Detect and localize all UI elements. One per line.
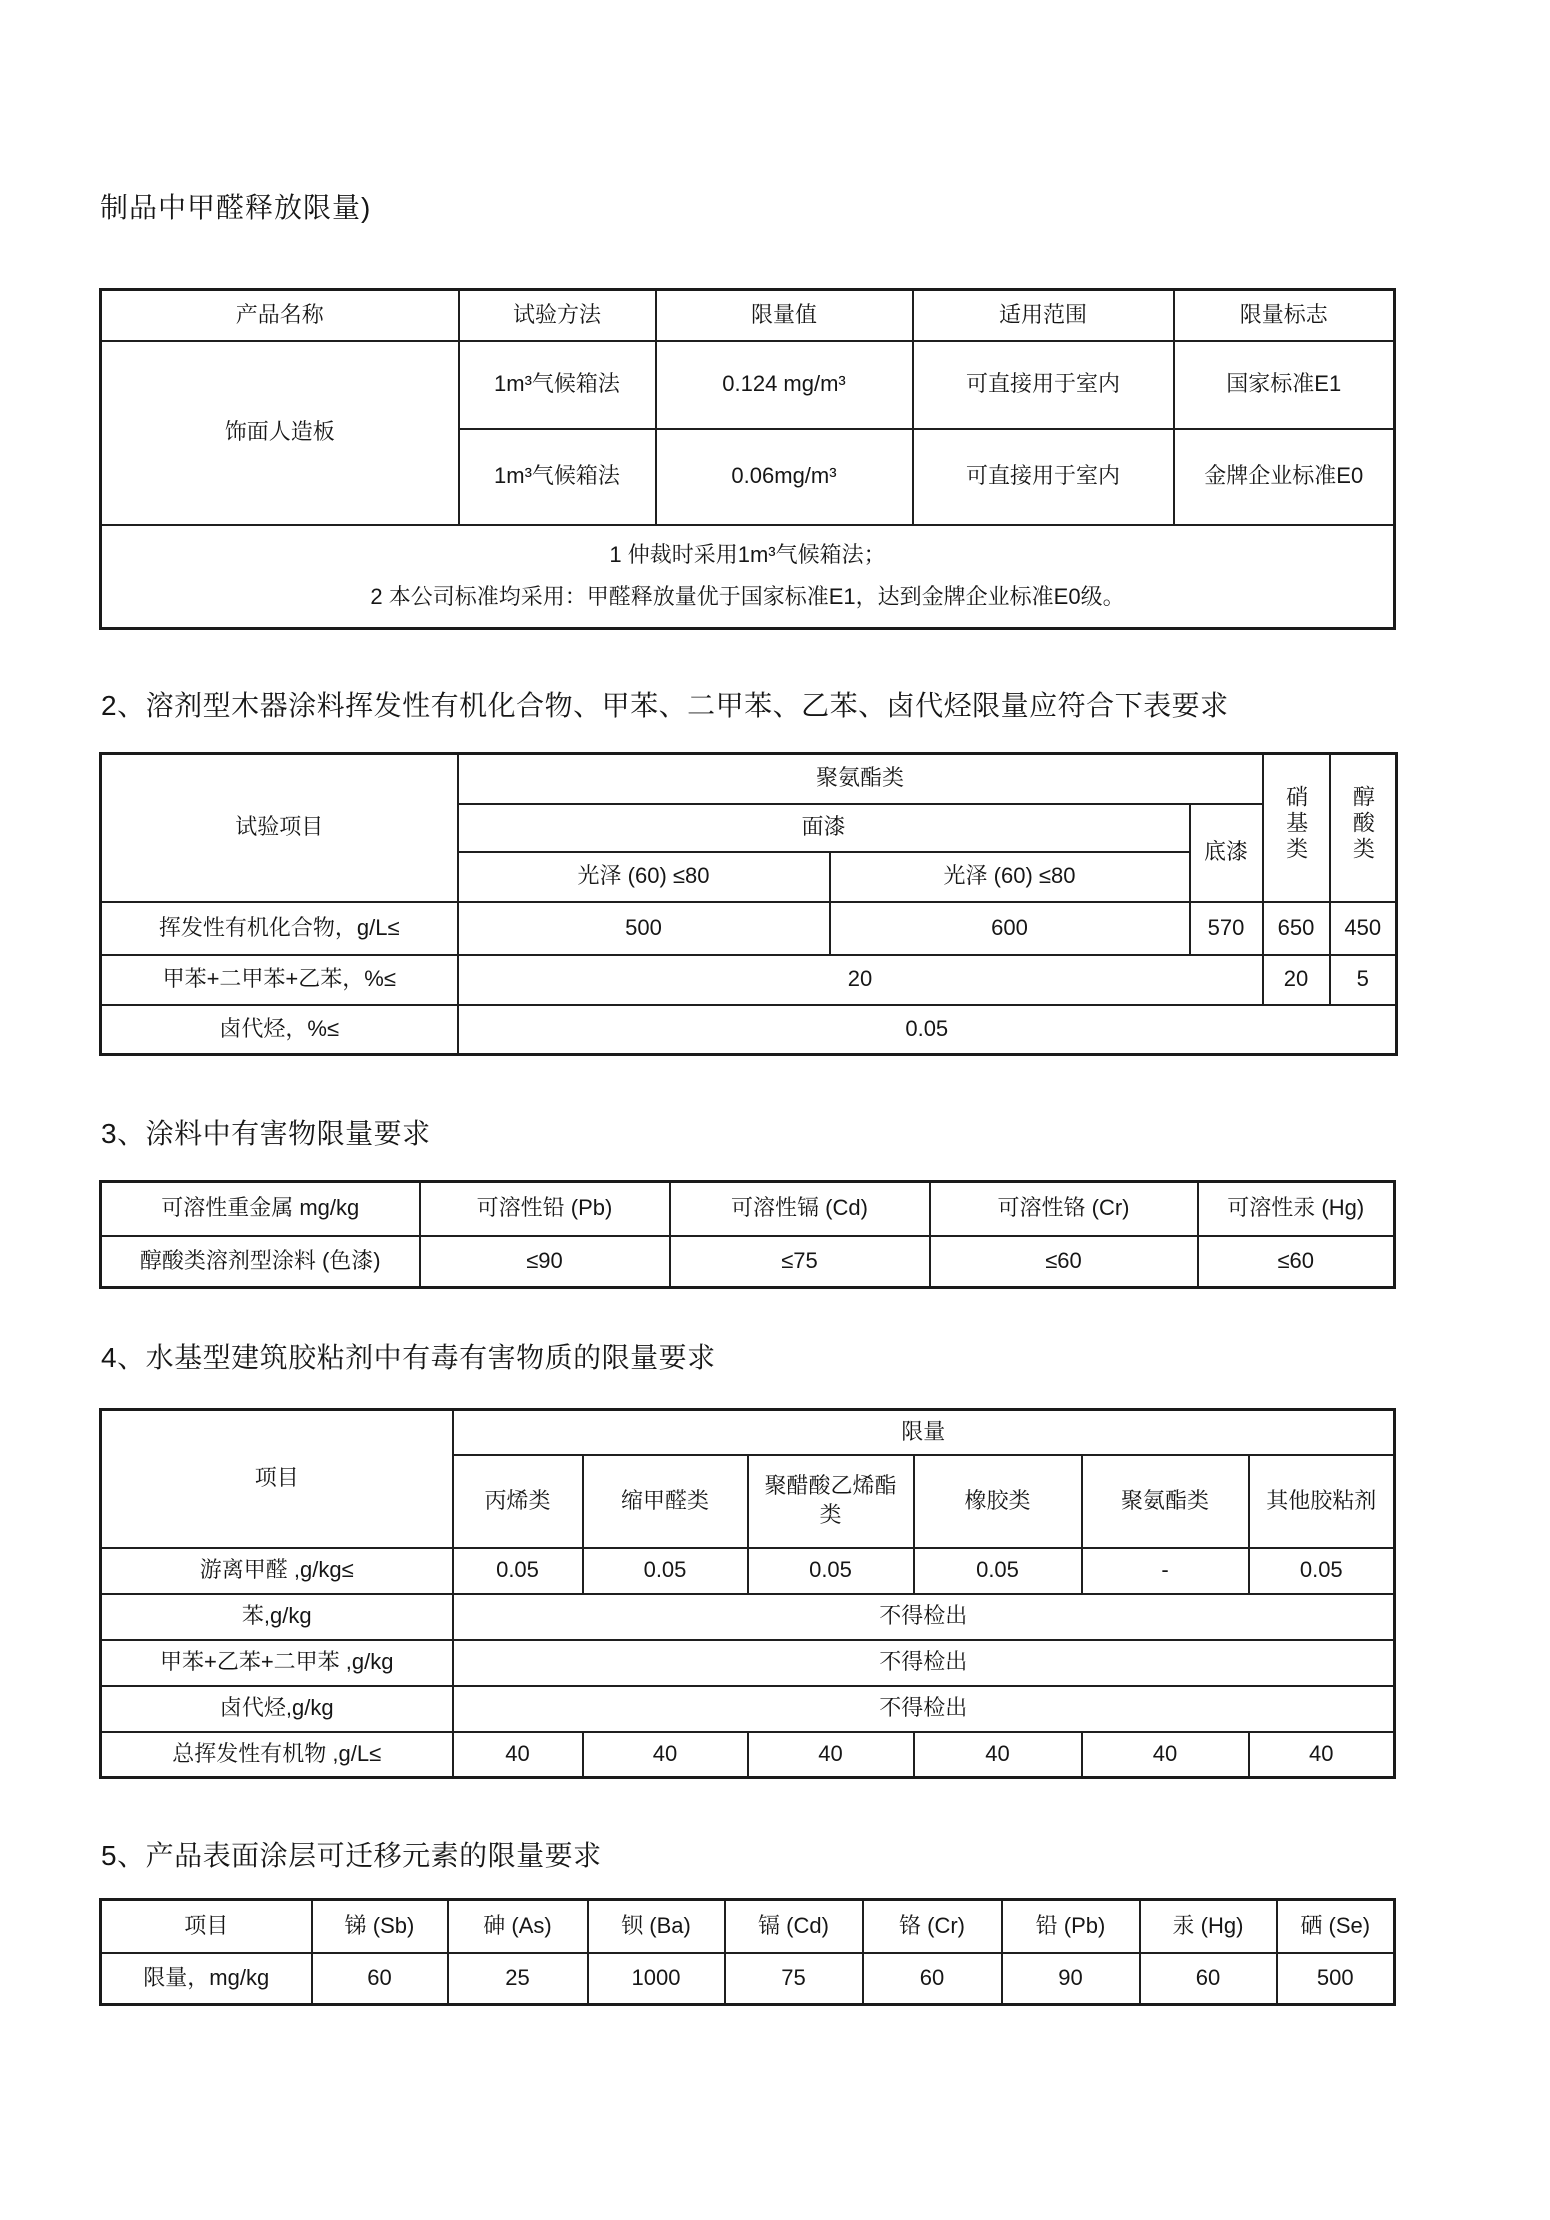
migratable-elements-table [99,1898,1396,2006]
t2-voc-label: 挥发性有机化合物，g/L≤ [101,902,458,955]
t2-header-alkyd [1330,754,1397,902]
t2-header-row-1 [101,754,1397,804]
t4-halo-merged: 不得检出 [453,1686,1395,1732]
t3-header-cadmium: 可溶性镉 (Cd) [670,1182,930,1236]
section-5-heading: 5、产品表面涂层可迁移元素的限量要求 [101,1840,602,1871]
t1-header-limit-mark: 限量标志 [1174,290,1395,341]
section-4-heading: 4、水基型建筑胶粘剂中有毒有害物质的限量要求 [101,1342,716,1373]
section-3-heading: 3、涂料中有害物限量要求 [101,1118,431,1149]
t4-halo-label: 卤代烃,g/kg [101,1686,453,1732]
t1-cell-method-1: 1m³气候箱法 [459,341,656,429]
t2-halo-label: 卤代烃，%≤ [101,1005,458,1055]
t2-nitro-vertical-label: 硝基类 [1283,784,1309,863]
t1-note-2: 2 本公司标准均采用：甲醛释放量优于国家标准E1，达到金牌企业标准E0级。 [370,584,1125,610]
t5-header-item: 项目 [101,1900,312,1953]
t4-header-row-1 [101,1410,1395,1455]
t2-row-btx [101,955,1397,1005]
formaldehyde-emission-table [99,288,1396,630]
t3-header-metal: 可溶性重金属 mg/kg [101,1182,420,1236]
t4-tvoc-v6: 40 [1249,1732,1395,1778]
t5-header-selenium: 硒 (Se) [1277,1900,1395,1953]
t2-voc-alkyd: 450 [1330,902,1397,955]
t1-header-limit-value: 限量值 [656,290,913,341]
t4-row-free-formaldehyde [101,1548,1395,1594]
t4-header-item: 项目 [101,1410,453,1548]
t4-benzene-label: 苯,g/kg [101,1594,453,1640]
t1-data-row-e1 [101,341,1395,429]
t1-header-test-method: 试验方法 [459,290,656,341]
t3-cadmium-value: ≤75 [670,1236,930,1288]
t5-header-cadmium: 镉 (Cd) [725,1900,863,1953]
t5-data-row [101,1953,1395,2005]
t1-cell-limit-2: 0.06mg/m³ [656,429,913,525]
t2-row-voc [101,902,1397,955]
t1-header-scope: 适用范围 [913,290,1174,341]
t2-voc-nitro: 650 [1263,902,1330,955]
t3-header-chromium: 可溶性铬 (Cr) [930,1182,1198,1236]
t4-formaldehyde-v5: - [1082,1548,1249,1594]
t4-header-rubber: 橡胶类 [914,1455,1082,1548]
t1-notes-cell [101,525,1395,629]
t4-row-benzene [101,1594,1395,1640]
t5-header-lead: 铅 (Pb) [1002,1900,1140,1953]
t4-formaldehyde-label: 游离甲醛 ,g/kg≤ [101,1548,453,1594]
t4-tvoc-v3: 40 [748,1732,914,1778]
adhesive-hazard-table [99,1408,1396,1779]
t4-header-pu: 聚氨酯类 [1082,1455,1249,1548]
t3-header-mercury: 可溶性汞 (Hg) [1198,1182,1395,1236]
t3-header-lead: 可溶性铅 (Pb) [420,1182,670,1236]
t4-row-halogenated [101,1686,1395,1732]
t2-btx-merged: 20 [458,955,1263,1005]
t2-btx-label: 甲苯+二甲苯+乙苯，%≤ [101,955,458,1005]
section-2-heading: 2、溶剂型木器涂料挥发性有机化合物、甲苯、二甲苯、乙苯、卤代烃限量应符合下表要求 [101,690,1229,721]
t5-lead-value: 90 [1002,1953,1140,2005]
t2-btx-nitro: 20 [1263,955,1330,1005]
t3-header-row [101,1182,1395,1236]
t2-header-gloss-1: 光泽 (60) ≤80 [458,852,830,902]
t2-halo-merged: 0.05 [458,1005,1397,1055]
t2-voc-gloss1: 500 [458,902,830,955]
t4-header-pva: 聚醋酸乙烯酯类 [748,1455,914,1548]
t1-cell-method-2: 1m³气候箱法 [459,429,656,525]
t5-barium-value: 1000 [588,1953,725,2005]
t2-alkyd-vertical-label: 醇酸类 [1350,784,1376,863]
coating-heavy-metal-table [99,1180,1396,1289]
t2-header-nitro [1263,754,1330,902]
t3-mercury-value: ≤60 [1198,1236,1395,1288]
page-title: 制品中甲醛释放限量) [100,192,372,223]
t5-header-antimony: 锑 (Sb) [312,1900,448,1953]
t4-formaldehyde-v1: 0.05 [453,1548,583,1594]
t4-header-acrylic: 丙烯类 [453,1455,583,1548]
t5-selenium-value: 500 [1277,1953,1395,2005]
t4-toluene-label: 甲苯+乙苯+二甲苯 ,g/kg [101,1640,453,1686]
t3-chromium-value: ≤60 [930,1236,1198,1288]
t5-header-chromium: 铬 (Cr) [863,1900,1002,1953]
t1-cell-limit-1: 0.124 mg/m³ [656,341,913,429]
t1-note-1: 1 仲裁时采用1m³气候箱法； [609,542,886,568]
t1-product-cell: 饰面人造板 [101,341,459,525]
t1-cell-mark-1: 国家标准E1 [1174,341,1395,429]
t5-chromium-value: 60 [863,1953,1002,2005]
t5-row-label: 限量，mg/kg [101,1953,312,2005]
t2-header-test-item: 试验项目 [101,754,458,902]
t4-row-tvoc [101,1732,1395,1778]
t4-toluene-merged: 不得检出 [453,1640,1395,1686]
t4-tvoc-v1: 40 [453,1732,583,1778]
t3-lead-value: ≤90 [420,1236,670,1288]
t2-header-gloss-2: 光泽 (60) ≤80 [830,852,1190,902]
t4-formaldehyde-v6: 0.05 [1249,1548,1395,1594]
t3-row-label: 醇酸类溶剂型涂料 (色漆) [101,1236,420,1288]
t2-voc-gloss2: 600 [830,902,1190,955]
t4-header-limit: 限量 [453,1410,1395,1455]
t2-btx-alkyd: 5 [1330,955,1397,1005]
t5-header-mercury: 汞 (Hg) [1140,1900,1277,1953]
t4-row-toluene-mix [101,1640,1395,1686]
t1-cell-mark-2: 金牌企业标准E0 [1174,429,1395,525]
t4-tvoc-label: 总挥发性有机物 ,g/L≤ [101,1732,453,1778]
t2-row-halogenated [101,1005,1397,1055]
t1-cell-scope-2: 可直接用于室内 [913,429,1174,525]
t5-arsenic-value: 25 [448,1953,588,2005]
solvent-coating-voc-table [99,752,1398,1056]
t2-header-topcoat: 面漆 [458,804,1190,852]
t5-header-barium: 钡 (Ba) [588,1900,725,1953]
t4-formaldehyde-v4: 0.05 [914,1548,1082,1594]
t5-cadmium-value: 75 [725,1953,863,2005]
t4-tvoc-v5: 40 [1082,1732,1249,1778]
t2-voc-primer: 570 [1190,902,1263,955]
t4-benzene-merged: 不得检出 [453,1594,1395,1640]
t4-tvoc-v2: 40 [583,1732,748,1778]
t4-formaldehyde-v3: 0.05 [748,1548,914,1594]
t5-header-row [101,1900,1395,1953]
t5-mercury-value: 60 [1140,1953,1277,2005]
t4-header-formal: 缩甲醛类 [583,1455,748,1548]
t2-header-primer: 底漆 [1190,804,1263,902]
t4-tvoc-v4: 40 [914,1732,1082,1778]
t5-header-arsenic: 砷 (As) [448,1900,588,1953]
t4-header-other: 其他胶粘剂 [1249,1455,1395,1548]
t1-header-row [101,290,1395,341]
t5-antimony-value: 60 [312,1953,448,2005]
t1-header-product-name: 产品名称 [101,290,459,341]
t2-header-polyurethane: 聚氨酯类 [458,754,1263,804]
t1-cell-scope-1: 可直接用于室内 [913,341,1174,429]
t1-notes-row [101,525,1395,629]
t3-data-row [101,1236,1395,1288]
t4-formaldehyde-v2: 0.05 [583,1548,748,1594]
